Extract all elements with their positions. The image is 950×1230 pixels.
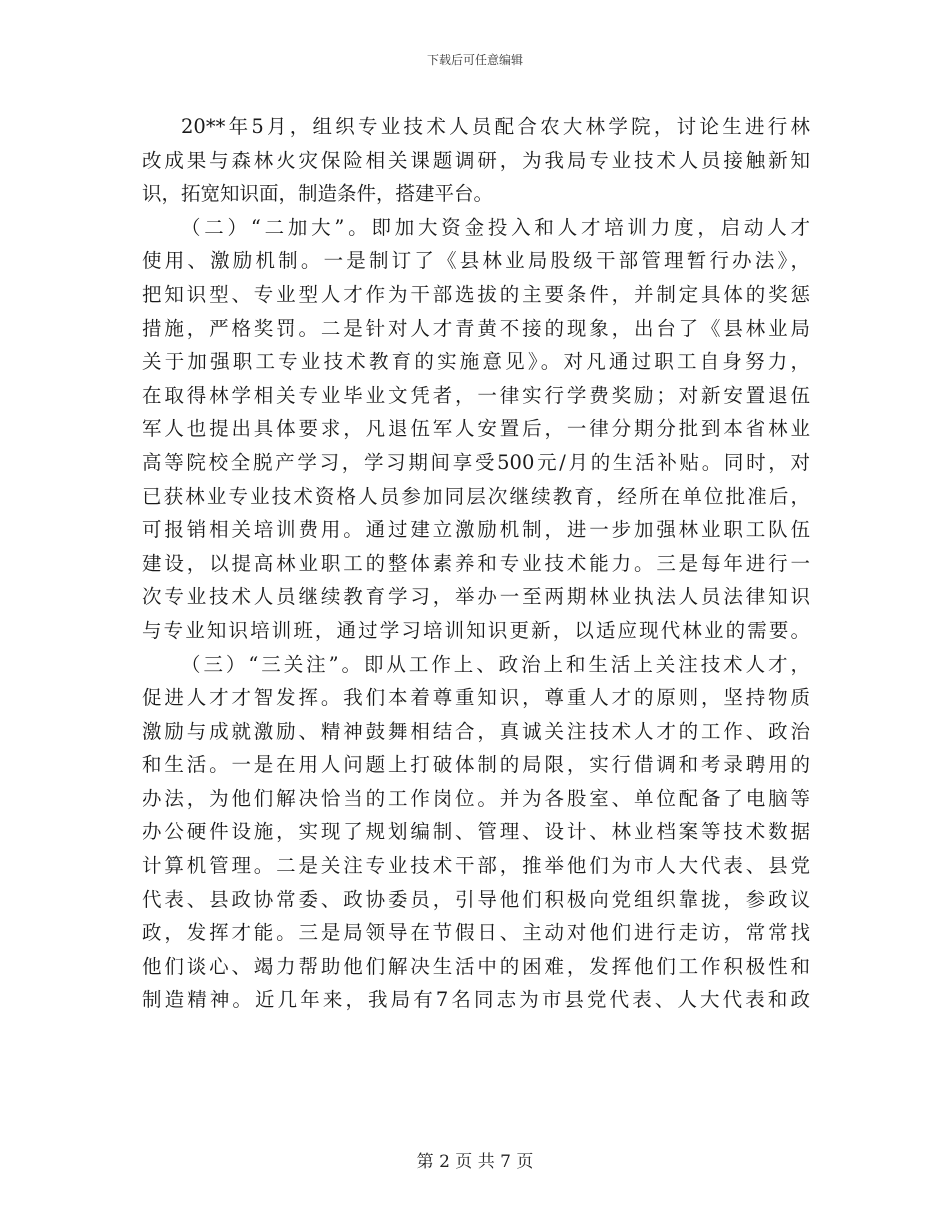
text-line: 措施，严格奖罚。二是针对人才青黄不接的现象，出台了《县林业局 — [142, 316, 810, 340]
text-line: 20**年5月，组织专业技术人员配合农大林学院，讨论生进行林 — [181, 115, 810, 138]
text-line: 建设，以提高林业职工的整体素养和专业技术能力。三是每年进行一 — [142, 551, 810, 575]
text-line: 政，发挥才能。三是局领导在节假日、主动对他们进行走访，常常找 — [142, 921, 810, 945]
text-line: 使用、激励机制。一是制订了《县林业局股级干部管理暂行办法》， — [142, 249, 810, 273]
text-line: 改成果与森林火灾保险相关课题调研，为我局专业技术人员接触新知 — [142, 148, 810, 172]
text-line: （三）“三关注”。即从工作上、政治上和生活上关注技术人才， — [181, 652, 810, 676]
text-line: 办法，为他们解决恰当的工作岗位。并为各股室、单位配备了电脑等 — [142, 786, 810, 810]
text-line: 关于加强职工专业技术教育的实施意见》。对凡通过职工自身努力， — [142, 350, 810, 374]
text-line: 识，拓宽知识面，制造条件，搭建平台。 — [142, 182, 494, 206]
text-line: 促进人才才智发挥。我们本着尊重知识，尊重人才的原则，坚持物质 — [142, 686, 810, 710]
text-line: 激励与成就激励、精神鼓舞相结合，真诚关注技术人才的工作、政治 — [142, 719, 810, 743]
text-line: 办公硬件设施，实现了规划编制、管理、设计、林业档案等技术数据 — [142, 820, 810, 844]
text-line: 他们谈心、竭力帮助他们解决生活中的困难，发挥他们工作积极性和 — [142, 954, 810, 978]
text-line: 与专业知识培训班，通过学习培训知识更新，以适应现代林业的需要。 — [142, 618, 810, 642]
text-line: 把知识型、专业型人才作为干部选拔的主要条件，并制定具体的奖惩 — [142, 282, 810, 306]
text-line: 次专业技术人员继续教育学习，举办一至两期林业执法人员法律知识 — [142, 585, 810, 609]
page-number: 第 2 页 共 7 页 — [416, 1152, 534, 1172]
text-line: 军人也提出具体要求，凡退伍军人安置后，一律分期分批到本省林业 — [142, 417, 810, 441]
text-line: （二）“二加大”。即加大资金投入和人才培训力度，启动人才 — [181, 215, 810, 239]
text-line: 已获林业专业技术资格人员参加同层次继续教育，经所在单位批准后， — [142, 484, 810, 508]
document-body — [142, 110, 810, 1017]
text-line: 计算机管理。二是关注专业技术干部，推举他们为市人大代表、县党 — [142, 854, 810, 878]
text-line: 在取得林学相关专业毕业文凭者，一律实行学费奖励；对新安置退伍 — [142, 383, 810, 407]
text-line: 高等院校全脱产学习，学习期间享受500元/月的生活补贴。同时，对 — [142, 450, 810, 474]
text-line: 代表、县政协常委、政协委员，引导他们积极向党组织靠拢，参政议 — [142, 887, 810, 911]
page-header-note: 下载后可任意编辑 — [426, 53, 523, 67]
text-line: 制造精神。近几年来，我局有7名同志为市县党代表、人大代表和政 — [142, 988, 810, 1012]
text-line: 可报销相关培训费用。通过建立激励机制，进一步加强林业职工队伍 — [142, 518, 810, 542]
text-line: 和生活。一是在用人问题上打破体制的局限，实行借调和考录聘用的 — [142, 753, 810, 777]
